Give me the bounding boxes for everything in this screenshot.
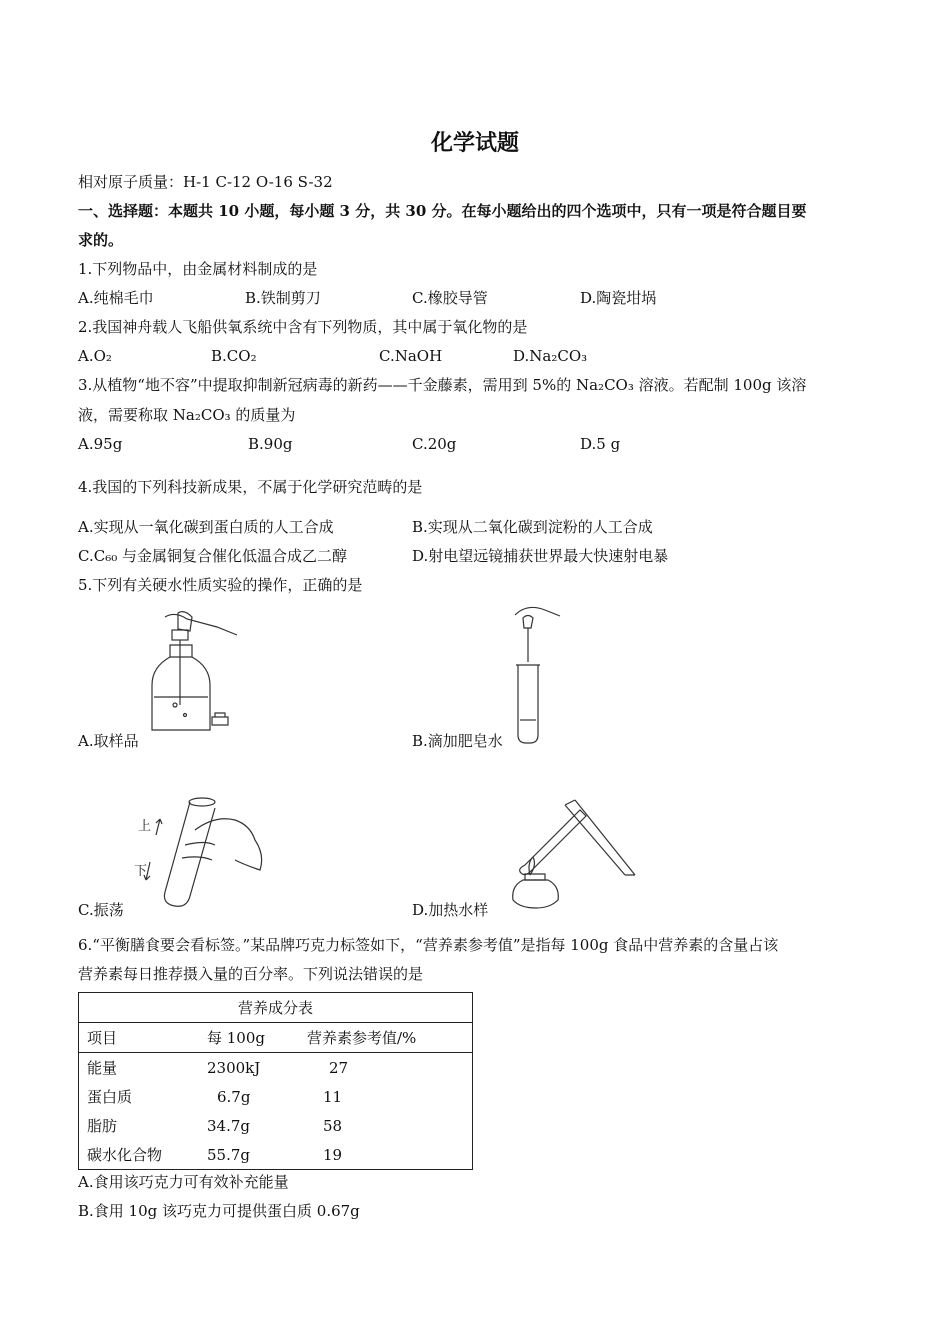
q3-option-c: C.20g [412, 435, 457, 453]
q5-option-c: C.振荡 [78, 901, 124, 919]
nutrition-table [78, 992, 473, 1170]
table-caption: 营养成分表 [79, 993, 473, 1023]
table-cell: 34.7g [207, 1116, 251, 1135]
q4-option-d: D.射电望远镜捕获世界最大快速射电暴 [412, 547, 669, 565]
q3-option-a: A.95g [78, 435, 123, 453]
shaking-test-tube-illustration [130, 790, 270, 915]
table-row [79, 1082, 473, 1111]
q1-option-b: B.铁制剪刀 [245, 289, 321, 307]
q2-stem: 2.我国神舟载人飞船供氧系统中含有下列物质，其中属于氧化物的是 [78, 318, 528, 336]
arrow-up-label: 上 [138, 819, 152, 834]
q6-stem-line1: 6.“平衡膳食要会看标签。”某品牌巧克力标签如下，“营养素参考值”是指每 100g 食品中营养素的含量占该 [78, 936, 779, 954]
heating-test-tube-illustration [505, 790, 640, 920]
table-header: 营养素参考值/% [307, 1023, 473, 1053]
q1-option-d: D.陶瓷坩埚 [580, 289, 657, 307]
section-heading-line1: 一、选择题：本题共 10 小题，每小题 3 分，共 30 分。在每小题给出的四个选项中，只有一项是符合题目要 [78, 202, 807, 220]
q2-option-b: B.CO₂ [211, 347, 257, 365]
page-title: 化学试题 [430, 131, 519, 156]
table-cell: 27 [329, 1058, 349, 1077]
q6-stem-line2: 营养素每日推荐摄入量的百分率。下列说法错误的是 [78, 965, 424, 983]
q3-option-b: B.90g [248, 435, 293, 453]
table-cell: 55.7g [207, 1145, 251, 1164]
q1-stem: 1.下列物品中，由金属材料制成的是 [78, 260, 318, 278]
table-cell: 2300kJ [207, 1058, 261, 1077]
table-cell: 能量 [87, 1059, 118, 1077]
q6-option-a: A.食用该巧克力可有效补充能量 [78, 1173, 289, 1191]
table-row [79, 1111, 473, 1140]
q6-option-b: B.食用 10g 该巧克力可提供蛋白质 0.67g [78, 1202, 360, 1220]
table-cell: 蛋白质 [87, 1088, 133, 1106]
q5-stem: 5.下列有关硬水性质实验的操作，正确的是 [78, 576, 363, 594]
table-cell: 脂肪 [87, 1117, 118, 1135]
section-heading-line2: 求的。 [78, 231, 124, 249]
table-cell: 19 [323, 1145, 343, 1164]
q5-option-d: D.加热水样 [412, 901, 489, 919]
q4-option-c: C.C₆₀ 与金属铜复合催化低温合成乙二醇 [78, 547, 347, 565]
table-cell: 6.7g [217, 1087, 251, 1106]
dropper-test-tube-illustration [505, 600, 575, 750]
table-header: 每 100g [207, 1023, 307, 1053]
q2-option-c: C.NaOH [379, 347, 443, 365]
q3-stem-line1: 3.从植物“地不容”中提取抑制新冠病毒的新药——千金藤素，需用到 5%的 Na₂CO₃ 溶液。若配制 100g 该溶 [78, 376, 807, 394]
q5-option-a: A.取样品 [78, 732, 139, 750]
table-row [79, 1053, 473, 1083]
q1-option-a: A.纯棉毛巾 [78, 289, 154, 307]
q4-option-a: A.实现从一氧化碳到蛋白质的人工合成 [78, 518, 334, 536]
q5-option-b: B.滴加肥皂水 [412, 732, 503, 750]
atomic-mass-note: 相对原子质量：H-1 C-12 O-16 S-32 [78, 173, 333, 191]
q2-option-a: A.O₂ [78, 347, 112, 365]
sample-bottle-illustration [140, 605, 250, 745]
q4-option-b: B.实现从二氧化碳到淀粉的人工合成 [412, 518, 653, 536]
table-cell: 碳水化合物 [87, 1146, 163, 1164]
q1-option-c: C.橡胶导管 [412, 289, 488, 307]
table-cell: 58 [323, 1116, 343, 1135]
table-row [79, 1140, 473, 1170]
table-cell: 11 [323, 1087, 343, 1106]
q2-option-d: D.Na₂CO₃ [513, 347, 588, 365]
q4-stem: 4.我国的下列科技新成果，不属于化学研究范畴的是 [78, 478, 423, 496]
table-header: 项目 [79, 1023, 208, 1053]
q3-option-d: D.5 g [580, 435, 621, 453]
q3-stem-line2: 液，需要称取 Na₂CO₃ 的质量为 [78, 406, 296, 424]
arrow-down-label: 下 [134, 864, 148, 879]
